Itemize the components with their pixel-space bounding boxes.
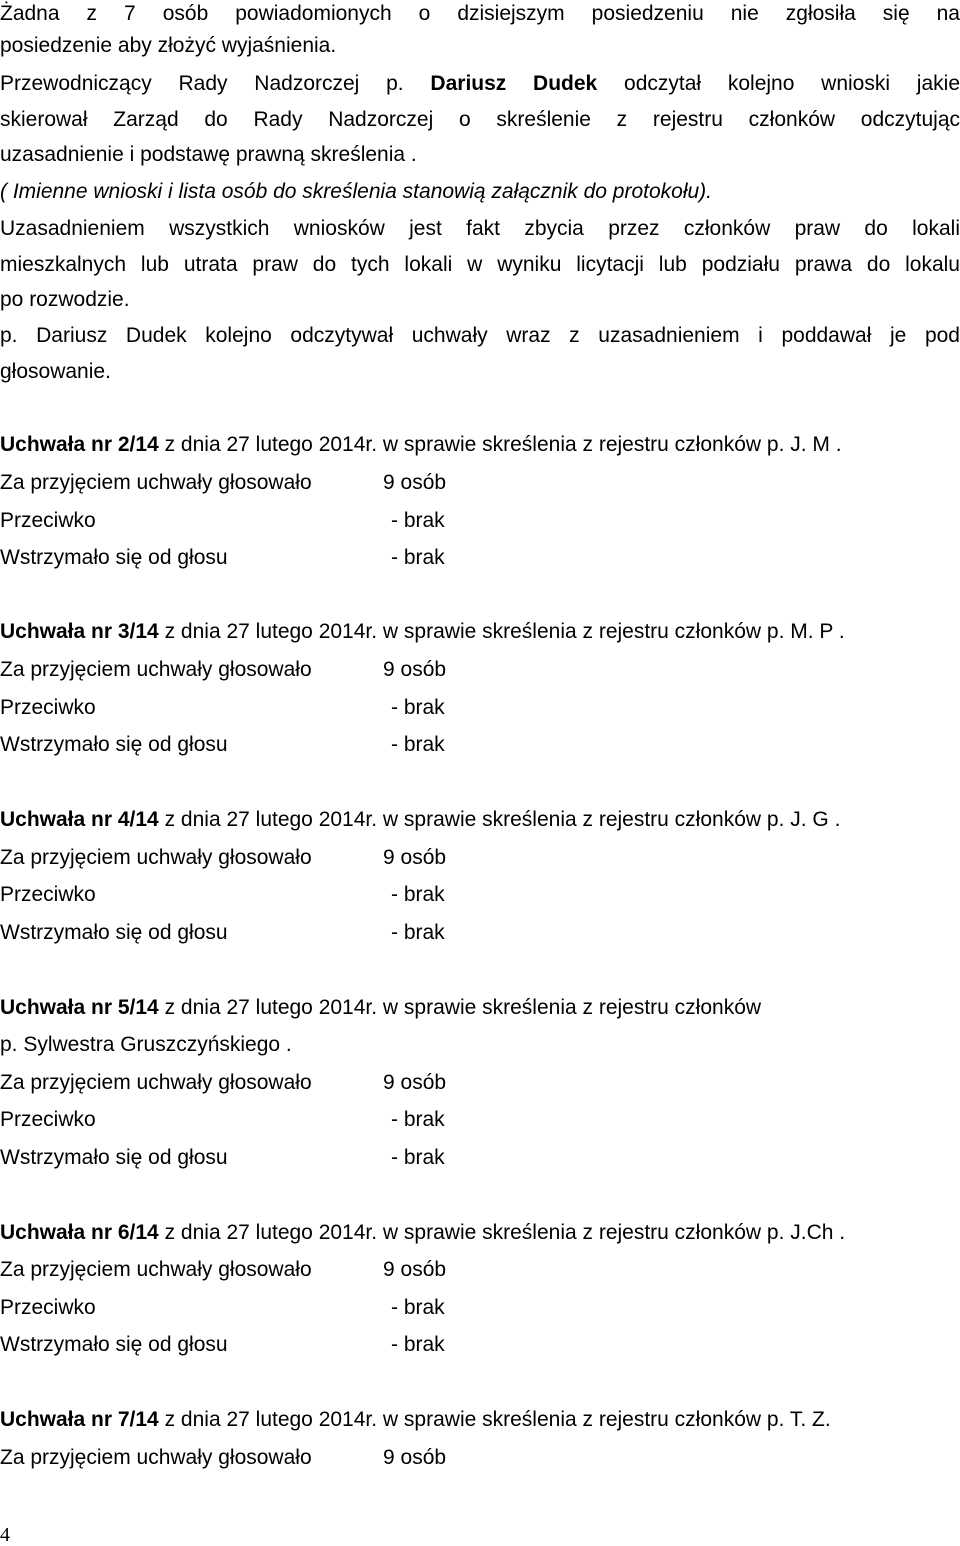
- vote-against-row: [0, 1106, 960, 1134]
- vote-for-row: [0, 844, 960, 872]
- intro-line: Żadna z 7 osób powiadomionych o dzisiejszym posiedzeniu nie zgłosiła się na: [0, 2, 960, 25]
- vote-against-label: Przeciwko: [0, 1108, 96, 1131]
- resolution-title: z dnia 27 lutego 2014r. w sprawie skreślenia z rejestru członków p. T. Z.: [158, 1408, 831, 1431]
- vote-abstain-label: Wstrzymało się od głosu: [0, 1146, 228, 1169]
- resolution-heading: [0, 994, 960, 1022]
- resolution-title: z dnia 27 lutego 2014r. w sprawie skreślenia z rejestru członków p. J.Ch .: [158, 1221, 846, 1244]
- vote-against-value: - brak: [391, 1296, 445, 1319]
- reading-line: p. Dariusz Dudek kolejno odczytywał uchwały wraz z uzasadnieniem i poddawał je pod: [0, 324, 960, 347]
- vote-abstain-value: - brak: [391, 546, 445, 569]
- resolution-number: Uchwała nr 5/14: [0, 996, 159, 1019]
- vote-abstain-label: Wstrzymało się od głosu: [0, 546, 228, 569]
- resolution-number: Uchwała nr 2/14: [0, 433, 159, 456]
- resolution-title: z dnia 27 lutego 2014r. w sprawie skreślenia z rejestru członków p. J. G .: [158, 808, 841, 831]
- justification-line: mieszkalnych lub utrata praw do tych lokali w wyniku licytacji lub podziału prawa do lokalu: [0, 253, 960, 276]
- vote-abstain-row: [0, 731, 960, 759]
- page-number: 4: [0, 1524, 10, 1546]
- justification-line: po rozwodzie.: [0, 288, 130, 311]
- vote-abstain-value: - brak: [391, 1146, 445, 1169]
- chairman-suffix: odczytał kolejno wnioski jakie: [597, 72, 960, 95]
- vote-for-row: [0, 469, 960, 497]
- vote-abstain-label: Wstrzymało się od głosu: [0, 733, 228, 756]
- vote-for-value: 9 osób: [383, 1446, 447, 1469]
- vote-for-row: [0, 656, 960, 684]
- intro-line: posiedzenie aby złożyć wyjaśnienia.: [0, 34, 337, 57]
- intro-line: skierował Zarząd do Rady Nadzorczej o skreślenie z rejestru członków odczytując: [0, 108, 960, 131]
- attachment-note: ( Imienne wnioski i lista osób do skreślenia stanowią załącznik do protokołu).: [0, 180, 713, 203]
- resolution-heading: [0, 618, 960, 646]
- vote-for-label: Za przyjęciem uchwały głosowało: [0, 471, 312, 494]
- chairman-line: [0, 70, 960, 98]
- chairman-name: Dariusz Dudek: [430, 72, 598, 95]
- vote-abstain-label: Wstrzymało się od głosu: [0, 1333, 228, 1356]
- vote-for-label: Za przyjęciem uchwały głosowało: [0, 1071, 312, 1094]
- vote-against-value: - brak: [391, 883, 445, 906]
- resolution-heading: [0, 806, 960, 834]
- chairman-prefix: Przewodniczący Rady Nadzorczej p.: [0, 72, 431, 95]
- vote-against-row: [0, 1294, 960, 1322]
- vote-abstain-row: [0, 919, 960, 947]
- intro-line: uzasadnienie i podstawę prawną skreślenia .: [0, 143, 417, 166]
- vote-against-value: - brak: [391, 696, 445, 719]
- vote-abstain-value: - brak: [391, 921, 445, 944]
- resolution-number: Uchwała nr 4/14: [0, 808, 159, 831]
- vote-abstain-value: - brak: [391, 733, 445, 756]
- resolution-title: z dnia 27 lutego 2014r. w sprawie skreślenia z rejestru członków: [158, 996, 762, 1019]
- vote-against-value: - brak: [391, 509, 445, 532]
- vote-against-row: [0, 881, 960, 909]
- vote-abstain-value: - brak: [391, 1333, 445, 1356]
- vote-against-row: [0, 507, 960, 535]
- vote-for-row: [0, 1444, 960, 1472]
- vote-for-value: 9 osób: [383, 846, 447, 869]
- vote-for-value: 9 osób: [383, 1258, 447, 1281]
- vote-for-row: [0, 1069, 960, 1097]
- vote-for-label: Za przyjęciem uchwały głosowało: [0, 1258, 312, 1281]
- resolution-heading: [0, 1219, 960, 1247]
- resolution-title: z dnia 27 lutego 2014r. w sprawie skreślenia z rejestru członków p. M. P .: [158, 620, 845, 643]
- resolution-title: z dnia 27 lutego 2014r. w sprawie skreślenia z rejestru członków p. J. M .: [158, 433, 842, 456]
- vote-against-label: Przeciwko: [0, 1296, 96, 1319]
- vote-against-row: [0, 694, 960, 722]
- vote-for-value: 9 osób: [383, 658, 447, 681]
- resolution-number: Uchwała nr 7/14: [0, 1408, 159, 1431]
- resolution-title-continued: p. Sylwestra Gruszczyńskiego .: [0, 1033, 292, 1056]
- justification-line: Uzasadnieniem wszystkich wniosków jest fakt zbycia przez członków praw do lokali: [0, 217, 960, 240]
- vote-for-label: Za przyjęciem uchwały głosowało: [0, 1446, 312, 1469]
- vote-for-label: Za przyjęciem uchwały głosowało: [0, 846, 312, 869]
- resolution-number: Uchwała nr 3/14: [0, 620, 159, 643]
- vote-for-label: Za przyjęciem uchwały głosowało: [0, 658, 312, 681]
- vote-abstain-row: [0, 1144, 960, 1172]
- resolution-heading: [0, 1406, 960, 1434]
- resolution-number: Uchwała nr 6/14: [0, 1221, 159, 1244]
- vote-against-label: Przeciwko: [0, 509, 96, 532]
- vote-against-value: - brak: [391, 1108, 445, 1131]
- resolution-heading: [0, 431, 960, 459]
- reading-line: głosowanie.: [0, 360, 111, 383]
- vote-abstain-row: [0, 1331, 960, 1359]
- vote-for-value: 9 osób: [383, 471, 447, 494]
- vote-for-row: [0, 1256, 960, 1284]
- vote-for-value: 9 osób: [383, 1071, 447, 1094]
- vote-against-label: Przeciwko: [0, 696, 96, 719]
- vote-abstain-row: [0, 544, 960, 572]
- vote-against-label: Przeciwko: [0, 883, 96, 906]
- vote-abstain-label: Wstrzymało się od głosu: [0, 921, 228, 944]
